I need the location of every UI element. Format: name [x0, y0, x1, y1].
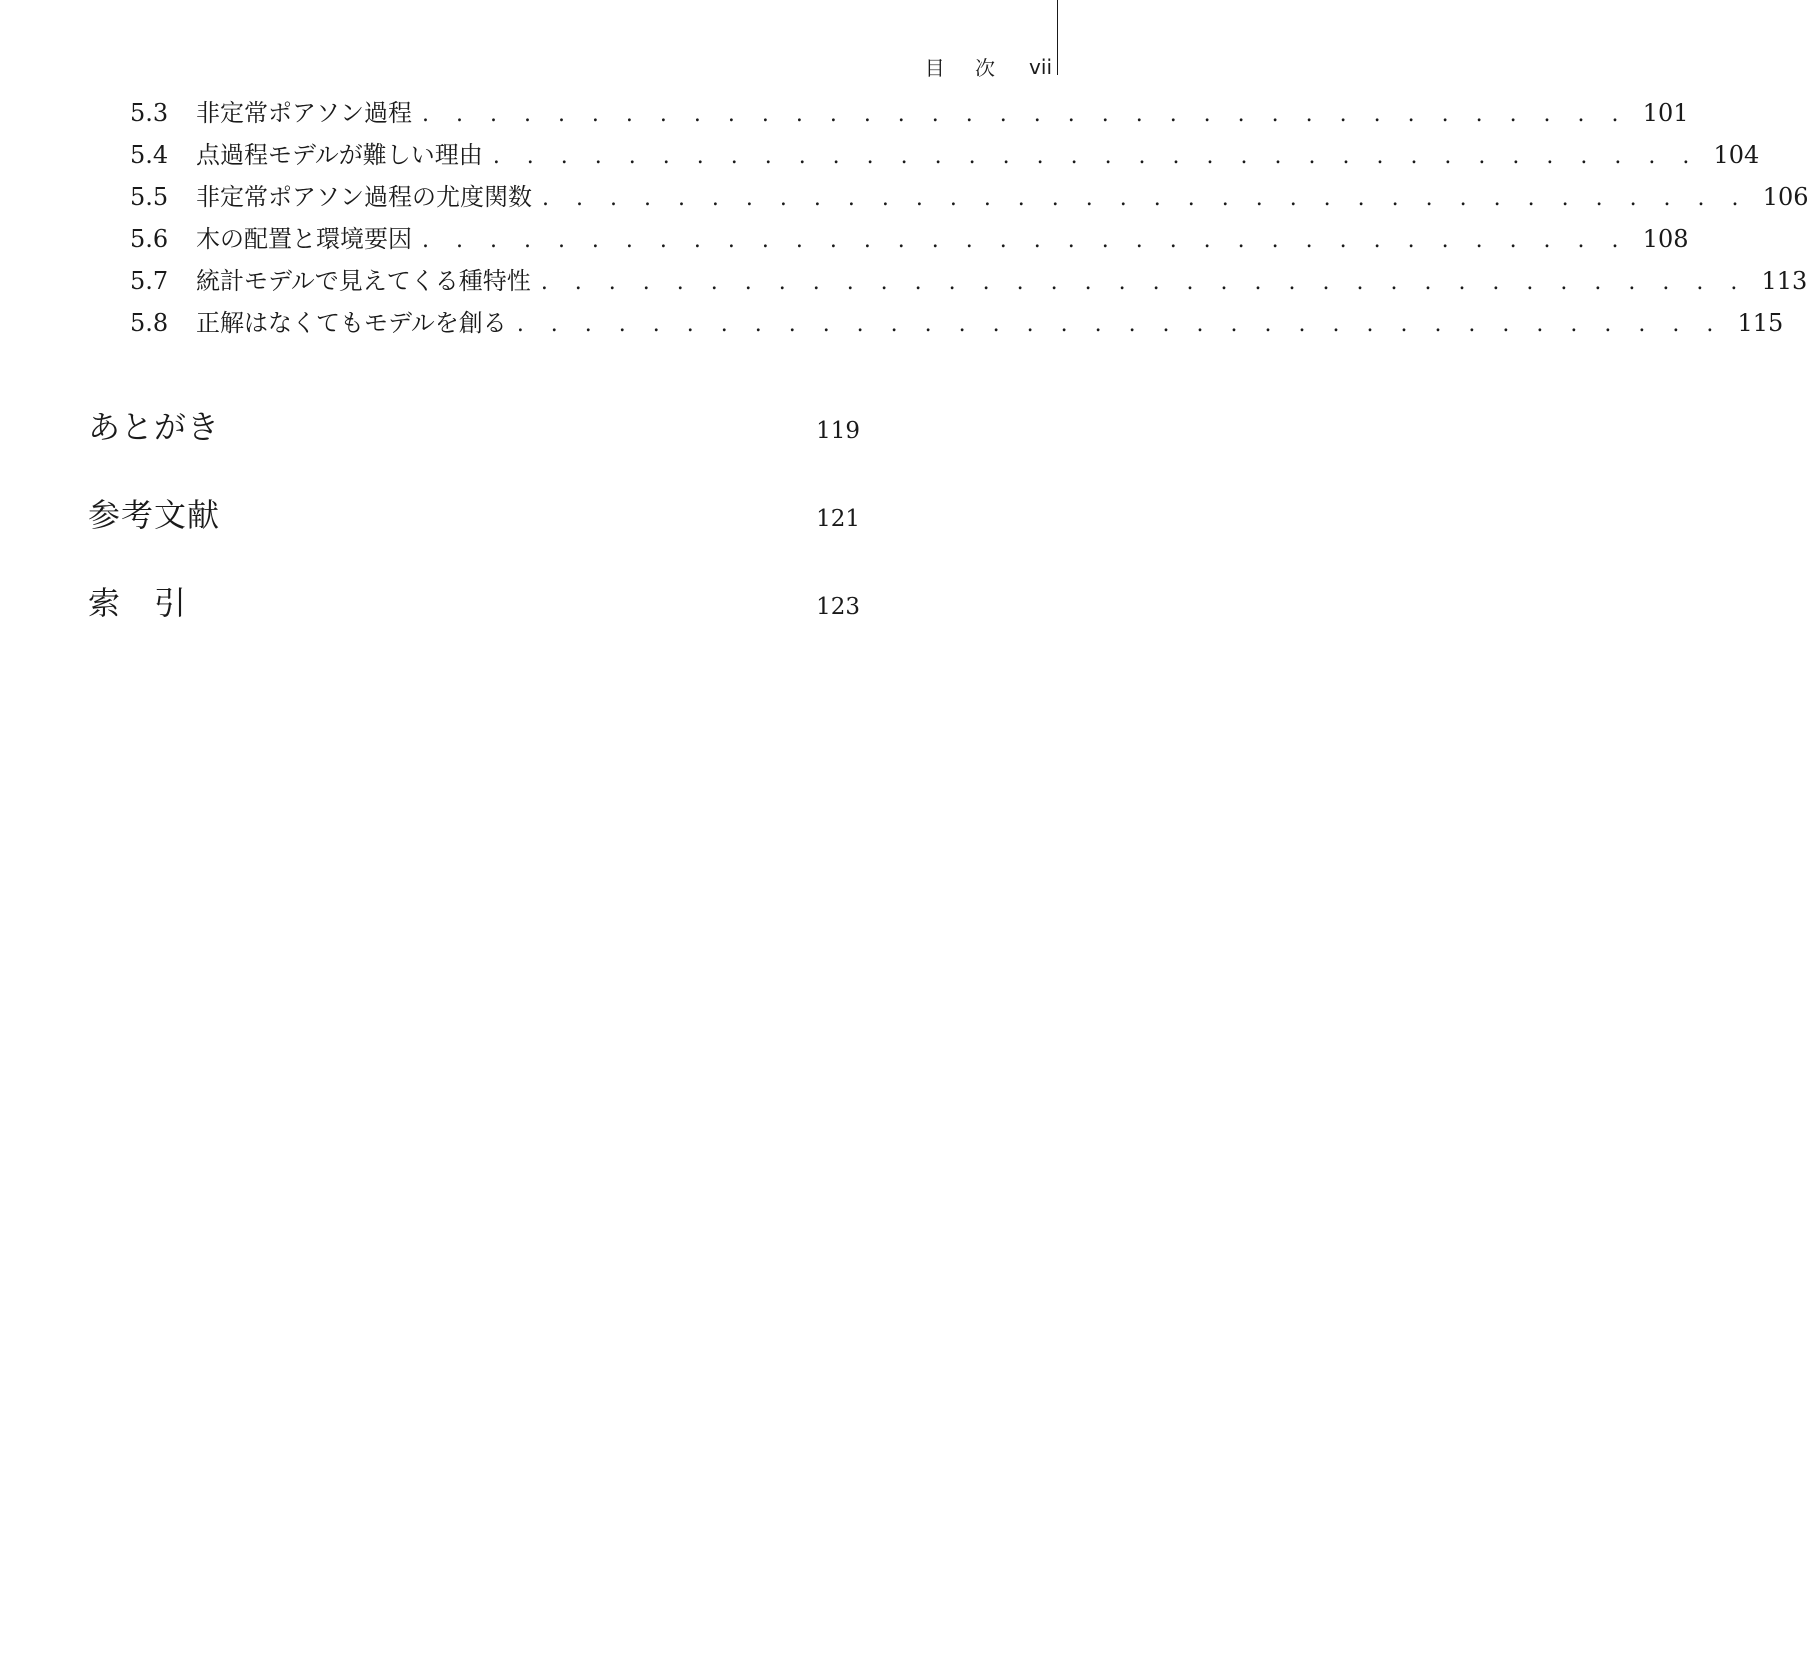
toc-section-entry[interactable]: [130, 176, 1809, 218]
chapter-page: 123: [816, 594, 860, 620]
section-title: 正解はなくてもモデルを創る: [196, 309, 507, 337]
toc-section-list: [130, 92, 1809, 344]
section-number: 5.8: [130, 309, 169, 337]
toc-chapter-entry[interactable]: [88, 402, 860, 490]
running-header: [925, 52, 1052, 81]
dot-leader: . . . . . . . . . . . . . . . . . . . . . . . . . . . . . . . . . . . .: [540, 270, 1748, 295]
section-title: 統計モデルで見えてくる種特性: [196, 267, 531, 295]
section-page: 104: [1713, 141, 1760, 169]
toc-chapter-entry[interactable]: [88, 578, 860, 666]
section-title: 木の配置と環境要因: [196, 225, 412, 253]
section-page: 115: [1737, 309, 1784, 337]
page-number: vii: [1029, 54, 1052, 79]
dot-leader: . . . . . . . . . . . . . . . . . . . . . . . . . . . . . . . . . . . .: [422, 228, 1629, 253]
toc-section-entry[interactable]: [130, 92, 1689, 134]
toc-section-entry[interactable]: [130, 302, 1784, 344]
dot-leader: . . . . . . . . . . . . . . . . . . . . . . . . . . . . . . . . . . . .: [516, 312, 1724, 337]
dot-leader: . . . . . . . . . . . . . . . . . . . . . . . . . . . . . . . . . . . .: [542, 186, 1749, 211]
chapter-title: あとがき: [88, 408, 221, 446]
toc-section-entry[interactable]: [130, 218, 1689, 260]
chapter-title: 索 引: [88, 584, 188, 622]
section-number: 5.7: [130, 267, 169, 295]
section-title: 非定常ポアソン過程: [196, 99, 412, 127]
chapter-page: 121: [816, 506, 860, 532]
dot-leader: . . . . . . . . . . . . . . . . . . . . . . . . . . . . . . . . . . . .: [492, 144, 1700, 169]
toc-section-entry[interactable]: [130, 260, 1808, 302]
running-header-label: 目 次: [924, 56, 1008, 80]
toc-chapter-list: [88, 402, 860, 666]
toc-chapter-entry[interactable]: [88, 490, 860, 578]
section-page: 113: [1761, 267, 1808, 295]
dot-leader: . . . . . . . . . . . . . . . . . . . . . . . . . . . . . . . . . . . .: [422, 102, 1629, 127]
toc-section-entry[interactable]: [130, 134, 1760, 176]
header-rule: [1057, 0, 1058, 75]
section-number: 5.3: [130, 99, 169, 127]
section-number: 5.4: [130, 141, 169, 169]
section-page: 106: [1762, 183, 1809, 211]
section-page: 108: [1642, 225, 1689, 253]
section-page: 101: [1642, 99, 1689, 127]
section-title: 点過程モデルが難しい理由: [196, 141, 483, 169]
chapter-title: 参考文献: [88, 496, 221, 534]
section-number: 5.6: [130, 225, 169, 253]
chapter-page: 119: [816, 418, 860, 444]
section-title: 非定常ポアソン過程の尤度関数: [196, 183, 532, 211]
section-number: 5.5: [130, 183, 169, 211]
